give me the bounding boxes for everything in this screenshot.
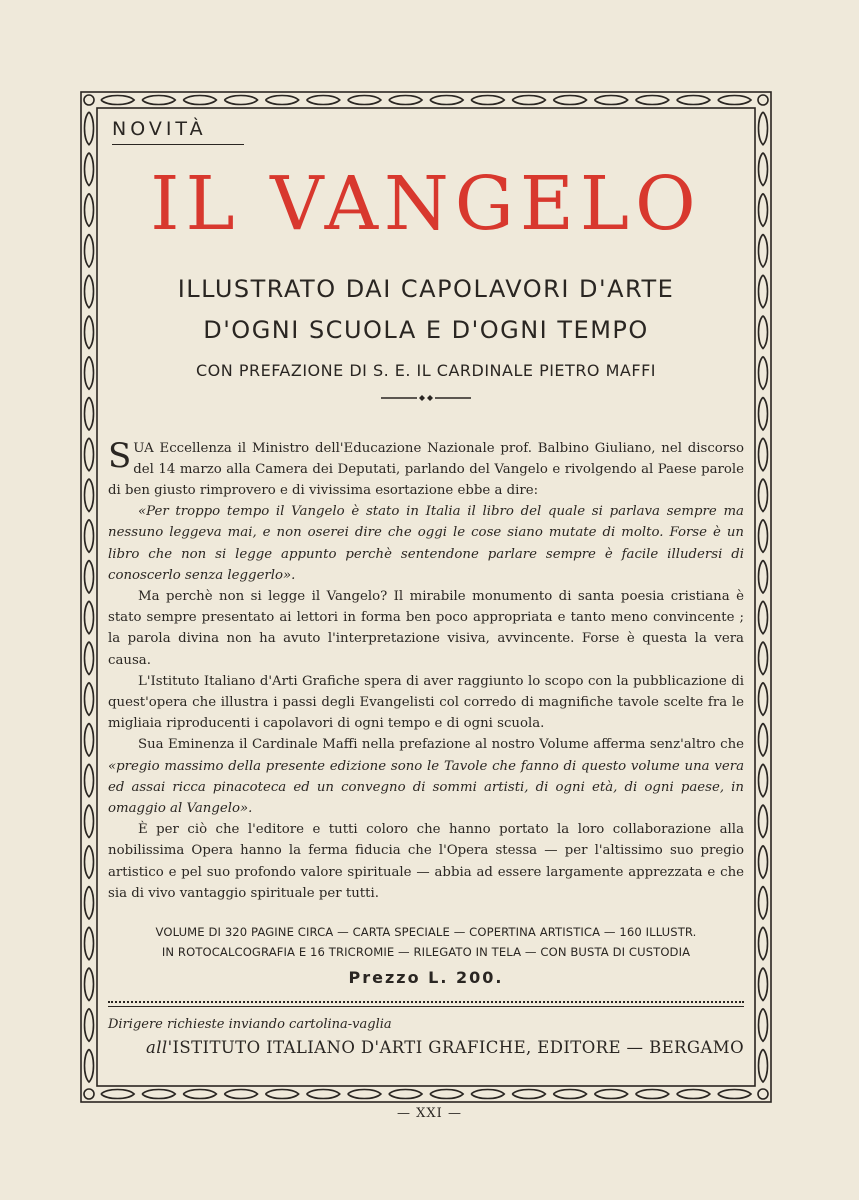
kicker-label: NOVITÀ (112, 118, 207, 140)
publisher-line (108, 1038, 744, 1057)
kicker-underline (112, 144, 244, 145)
volume-details (108, 922, 744, 962)
paragraph-2: Ma perchè non si legge il Vangelo? Il mirabile monumento di santa poesia cristiana è stato sempre presentato ai lettori in forma ben poco appropriata e tanto meno convincente ; la parola divina non ha avuto l'interpretazione visiva, avvincente. Forse è questa la vera causa. (108, 589, 744, 668)
dotted-rule (108, 1001, 744, 1003)
subtitle-line-2: D'OGNI SCUOLA E D'OGNI TEMPO (203, 315, 649, 344)
subtitle-line-1: ILLUSTRATO DAI CAPOLAVORI D'ARTE (177, 275, 675, 303)
solid-rule (108, 1006, 744, 1007)
page-number: — XXI — (397, 1106, 462, 1121)
paragraph-4 (108, 734, 744, 819)
order-instruction: Dirigere richieste inviando cartolina-vaglia (108, 1017, 392, 1033)
book-title: IL VANGELO (150, 161, 702, 247)
price-label: Prezzo L. 200. (348, 968, 504, 988)
paragraph-3: L'Istituto Italiano d'Arti Grafiche spera di aver raggiunto lo scopo con la pubblicazione di quest'opera che illustra i passi degli Evangelisti col corredo di magnifiche tavole scelte fra le migliaia riproducenti i capolavori di ogni tempo e di ogni scuola. (108, 673, 744, 732)
publisher-prefix: all' (145, 1038, 173, 1058)
advertisement-page (108, 108, 744, 1057)
drop-cap: S (108, 435, 132, 476)
paragraph-1-text: UA Eccellenza il Ministro dell'Educazione Nazionale prof. Balbino Giuliano, nel discorso del 14 marzo alla Camera dei Deputati, parlando del Vangelo e rivolgendo al Paese parole di ben giusto rimprovero e di vivissima esortazione ebbe a dire: (108, 440, 744, 498)
cardinal-quote: «pregio massimo della presente edizione sono le Tavole che fanno di questo volume una vera ed assai ricca pinacoteca ed un convegno di sommi artisti, di ogni età, di ogni paese, in omaggio al Vangelo». (108, 758, 744, 817)
minister-quote: «Per troppo tempo il Vangelo è stato in Italia il libro del quale si parlava sempre ma nessuno leggeva mai, e non oserei dire che oggi le cose siano mutate di molto. Forse è un libro che non si legge appunto perchè sentendone parlare sempre è facile illudersi di conoscerlo senza leggerlo». (108, 504, 744, 583)
body-text (108, 435, 744, 904)
paragraph-1 (108, 435, 744, 502)
publisher-name: ISTITUTO ITALIANO D'ARTI GRAFICHE, EDITORE — BERGAMO (172, 1038, 744, 1058)
paragraph-4-text: Sua Eminenza il Cardinale Maffi nella prefazione al nostro Volume afferma senz'altro che (138, 737, 744, 753)
paragraph-5: È per ciò che l'editore e tutti coloro che hanno portato la loro collaborazione alla nobilissima Opera hanno la ferma fiducia che l'Opera stessa — per l'altissimo suo pregio artistico e pel suo profondo valore spirituale — abbia ad essere largamente apprezzata e che sia di vivo vantaggio spirituale per tutti. (108, 822, 744, 901)
ornament-rule-icon (381, 394, 471, 402)
details-line-1: VOLUME DI 320 PAGINE CIRCA — CARTA SPECIALE — COPERTINA ARTISTICA — 160 ILLUSTR. (155, 925, 697, 940)
preface-line: CON PREFAZIONE DI S. E. IL CARDINALE PIETRO MAFFI (196, 360, 656, 380)
details-line-2: IN ROTOCALCOGRAFIA E 16 TRICROMIE — RILEGATO IN TELA — CON BUSTA DI CUSTODIA (161, 945, 691, 960)
